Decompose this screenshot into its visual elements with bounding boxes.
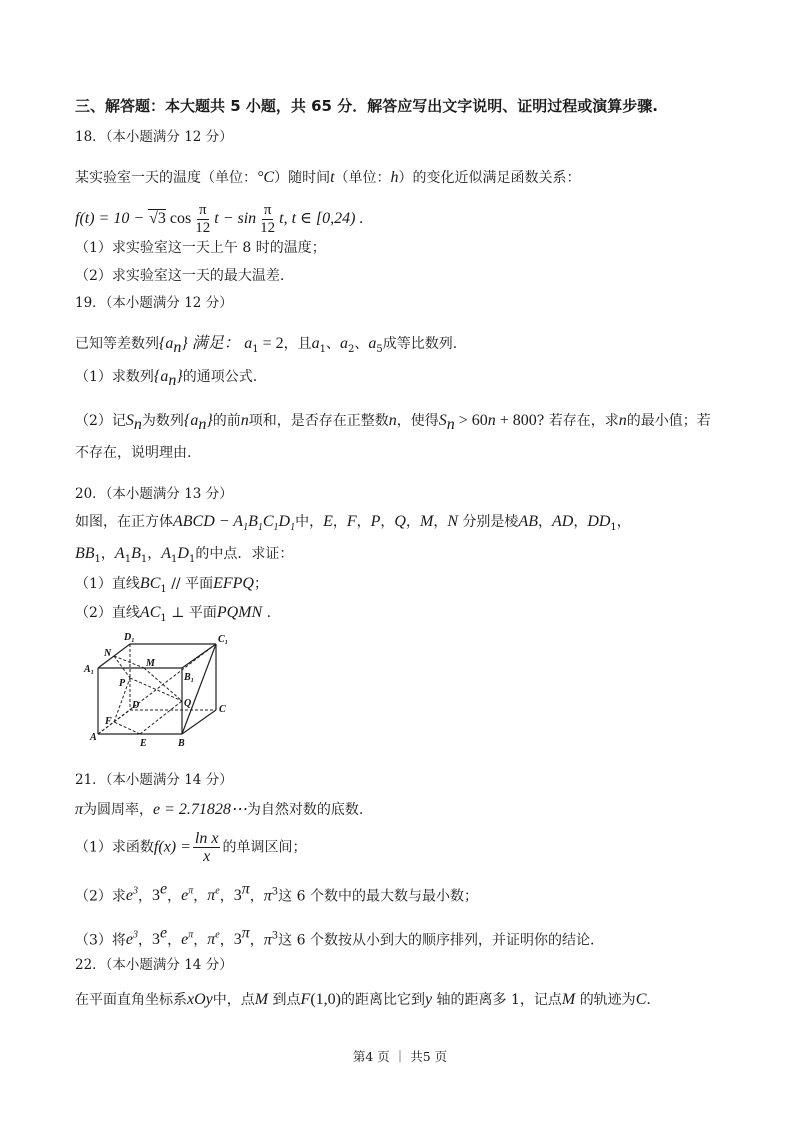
cube-figure	[70, 626, 260, 752]
seg-eq	[140, 701, 182, 734]
label-d1: D₁	[124, 632, 135, 643]
section-title: 三、解答题：本大题共 5 小题，共 65 分．解答应写出文字说明、证明过程或演算步骤.	[75, 97, 658, 115]
q21-part2: （2）求$e^3$，3e，$e^\pi$，$\pi^e$，$3^\pi$，$\pi^3$这 6 个数中的最大数与最小数；	[75, 881, 478, 905]
q19-header: 19．（本小题满分 12 分）	[75, 295, 233, 311]
q19-part1: （1）求数列$\{a_n\}$的通项公式.	[75, 368, 258, 389]
label-d: D	[132, 700, 140, 711]
label-a: A	[90, 732, 97, 743]
label-b1: B₁	[184, 672, 195, 683]
label-b: B	[178, 738, 185, 749]
q18-header: 18．（本小题满分 12 分）	[75, 129, 233, 145]
q21-intro: π为圆周率，e = 2.71828⋯为自然对数的底数.	[75, 801, 364, 818]
seg-mq	[144, 668, 182, 701]
q20-intro: 如图，在正方体ABCD − $A_1B_1C_1D_1$中，E，F，P，Q，M，N 分别是棱AB，AD，$DD_1$，	[75, 513, 631, 534]
label-m: M	[146, 658, 155, 669]
q20-header: 20．（本小题满分 13 分）	[75, 486, 233, 502]
seg-np	[114, 656, 130, 678]
label-a1: A₁	[84, 664, 95, 675]
label-n: N	[104, 648, 112, 659]
q19-part2: （2）记$S_n$为数列$\{a_n\}$的前n项和，是否存在正整数n，使得$S_n > 60n + 800$? 若存在，求n的最小值；若	[75, 412, 711, 433]
q22-intro: 在平面直角坐标系xOy中，点M 到点F(1,0)的距离比它到y 轴的距离多 1，记点M 的轨迹为C.	[75, 991, 651, 1008]
q21-part1: （1）求函数f(x) = $\frac{\text{ln x}}{x}$ 的单调区间；	[75, 830, 307, 865]
q20-part1: （1）直线$BC_1$ // 平面EFPQ；	[75, 575, 268, 595]
q19-part2-cont: 不存在，说明理由.	[75, 445, 192, 461]
label-e: E	[140, 738, 147, 749]
label-f: F	[105, 716, 112, 727]
q20-part2: （2）直线$AC_1$ ⊥ 平面PQMN .	[75, 604, 272, 624]
q18-part2: （2）求实验室这一天的最大温差.	[75, 268, 285, 284]
seg-pq	[130, 678, 182, 701]
q20-intro-cont: $BB_1$，$A_1B_1$，$A_1D_1$的中点．求证：	[75, 545, 294, 565]
seg-ef	[114, 722, 140, 734]
q18-intro: 某实验室一天的温度（单位：°C）随时间t（单位：h）的变化近似满足函数关系：	[75, 169, 581, 186]
q22-header: 22．（本小题满分 14 分）	[75, 957, 233, 973]
label-p: P	[119, 678, 126, 689]
q21-part3: （3）将$e^3$，3e，$e^\pi$，$\pi^e$，$3^\pi$，$\pi^3$这 6 个数按从小到大的顺序排列，并证明你的结论.	[75, 925, 595, 949]
label-c: C	[219, 704, 226, 715]
q18-part1: （1）求实验室这一天上午 8 时的温度；	[75, 240, 326, 256]
q21-header: 21．（本小题满分 14 分）	[75, 772, 233, 788]
label-q: Q	[184, 698, 192, 709]
label-c1: C₁	[218, 634, 229, 645]
page-footer: 第4 页 ｜ 共5 页	[352, 1049, 448, 1064]
q18-formula: f(t) = 10 − √3 cos $\frac{\pi}{12}$ t − sin $\frac{\pi}{12}$ t, t ∈ [0,24) .	[75, 202, 364, 236]
q19-intro: 已知等差数列$\{a_n\}$ 满足： $a_1 = 2$，且$a_1$、$a_2$、$a_5$成等比数列.	[75, 335, 458, 356]
